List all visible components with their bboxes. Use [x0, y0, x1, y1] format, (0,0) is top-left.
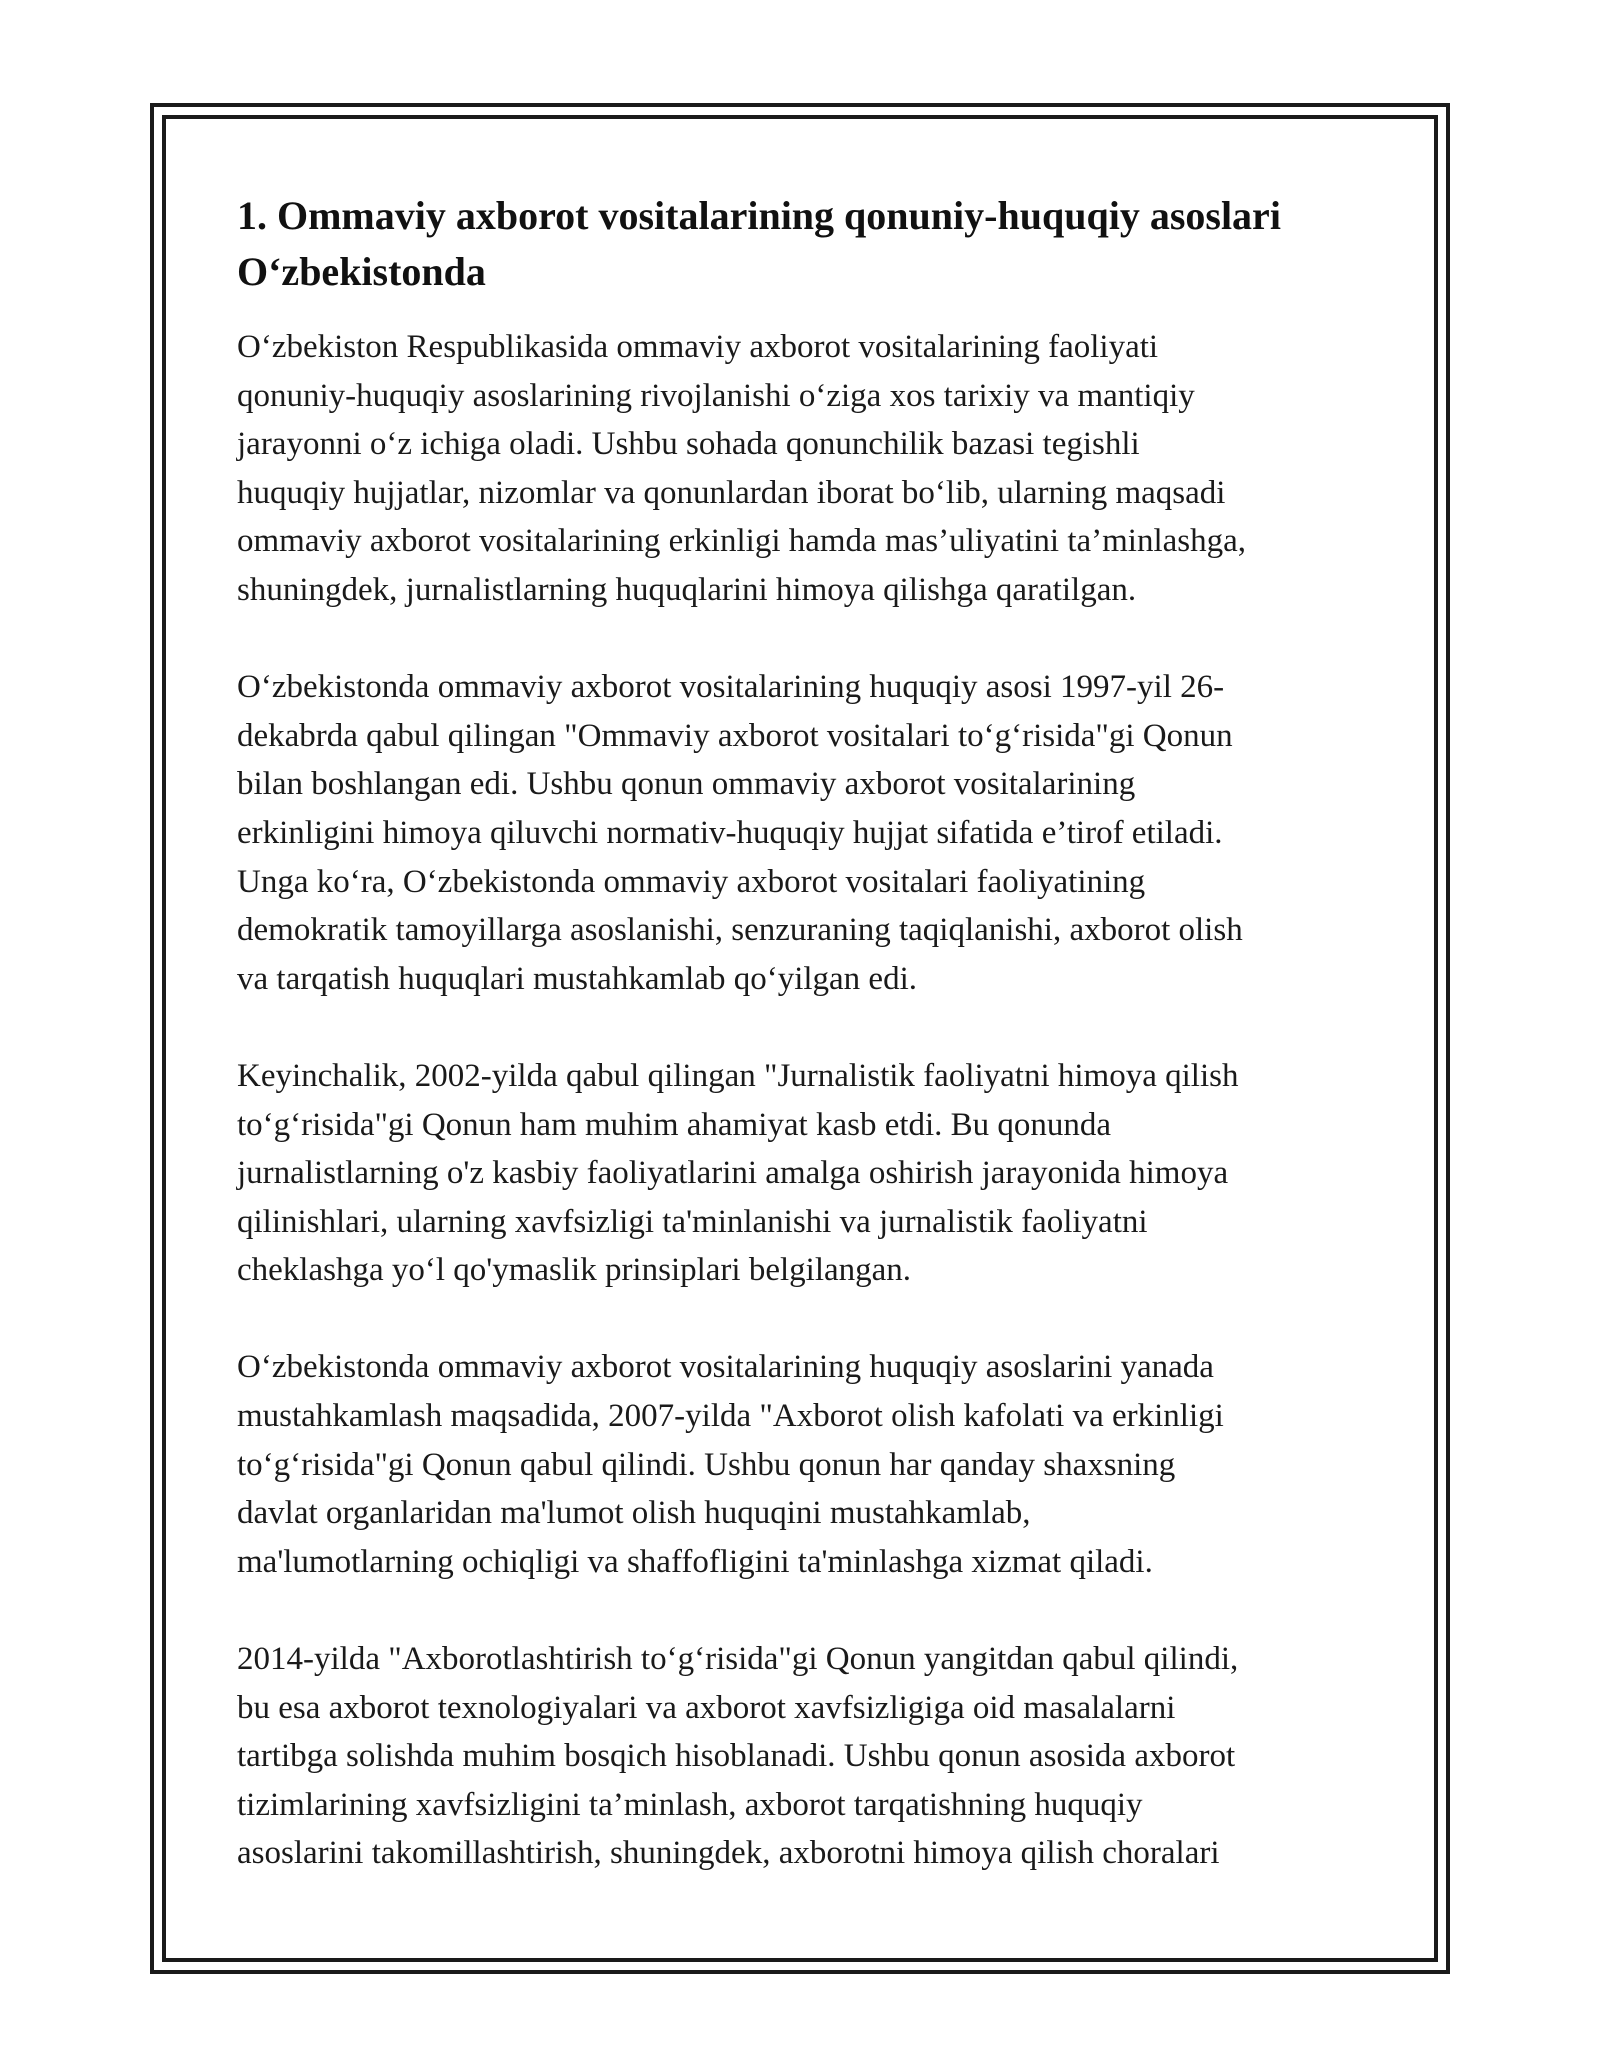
paragraph — [237, 1052, 1367, 1295]
paragraph-line: asoslarini takomillashtirish, shuningdek, axborotni himoya qilish choralari — [237, 1835, 1220, 1872]
paragraph — [237, 323, 1367, 615]
document-body — [237, 188, 1367, 1927]
paragraph-line: Unga ko‘ra, O‘zbekistonda ommaviy axborot vositalari faoliyatining — [237, 863, 1146, 900]
paragraph-line: shuningdek, jurnalistlarning huquqlarini himoya qilishga qaratilgan. — [237, 571, 1137, 608]
paragraph-line: qilinishlari, ularning xavfsizligi ta'minlanishi va jurnalistik faoliyatni — [237, 1203, 1148, 1240]
paragraph-line: ommaviy axborot vositalarining erkinligi hamda mas’uliyatini ta’minlashga, — [237, 523, 1247, 560]
paragraph-line: qonuniy-huquqiy asoslarining rivojlanishi o‘ziga xos tarixiy va mantiqiy — [237, 377, 1195, 414]
paragraph — [237, 1343, 1367, 1586]
paragraph-line: dekabrda qabul qilingan "Ommaviy axborot vositalari to‘g‘risida"gi Qonun — [237, 717, 1233, 754]
paragraph-line: va tarqatish huquqlari mustahkamlab qo‘yilgan edi. — [237, 960, 917, 997]
paragraph-line: bu esa axborot texnologiyalari va axborot xavfsizligiga oid masalalarni — [237, 1689, 1176, 1726]
paragraph-line: bilan boshlangan edi. Ushbu qonun ommaviy axborot vositalarining — [237, 766, 1136, 803]
paragraph-line: jarayonni o‘z ichiga oladi. Ushbu sohada qonunchilik bazasi tegishli — [237, 426, 1140, 463]
paragraph-line: ma'lumotlarning ochiqligi va shaffofligini ta'minlashga xizmat qiladi. — [237, 1543, 1153, 1580]
paragraph-line: 2014-yilda "Axborotlashtirish to‘g‘risida"gi Qonun yangitdan qabul qilindi, — [237, 1641, 1239, 1678]
section-heading: 1. Ommaviy axborot vositalarining qonuniy-huquqiy asoslari O‘zbekistonda — [237, 193, 1281, 294]
paragraph-line: demokratik tamoyillarga asoslanishi, senzuraning taqiqlanishi, axborot olish — [237, 912, 1243, 949]
paragraph-line: jurnalistlarning o'z kasbiy faoliyatlarini amalga oshirish jarayonida himoya — [237, 1155, 1229, 1192]
paragraph-line: erkinligini himoya qiluvchi normativ-huquqiy hujjat sifatida e’tirof etiladi. — [237, 814, 1223, 851]
paragraph-line: tartibga solishda muhim bosqich hisoblanadi. Ushbu qonun asosida axborot — [237, 1738, 1236, 1775]
paragraph-line: cheklashga yo‘l qo'ymaslik prinsiplari belgilangan. — [237, 1252, 912, 1289]
paragraph-line: O‘zbekistonda ommaviy axborot vositalarining huquqiy asosi 1997-yil 26- — [237, 669, 1225, 706]
paragraph — [237, 1635, 1367, 1878]
paragraph-line: tizimlarining xavfsizligini ta’minlash, axborot tarqatishning huquqiy — [237, 1786, 1143, 1823]
paragraph-line: huquqiy hujjatlar, nizomlar va qonunlardan iborat bo‘lib, ularning maqsadi — [237, 474, 1226, 511]
paragraph-line: O‘zbekistonda ommaviy axborot vositalarining huquqiy asoslarini yanada — [237, 1349, 1214, 1386]
paragraph-line: O‘zbekiston Respublikasida ommaviy axborot vositalarining faoliyati — [237, 329, 1159, 365]
paragraph-line: mustahkamlash maqsadida, 2007-yilda "Axborot olish kafolati va erkinligi — [237, 1398, 1224, 1435]
paragraph-list — [237, 323, 1367, 1878]
paragraph-line: Keyinchalik, 2002-yilda qabul qilingan "Jurnalistik faoliyatni himoya qilish — [237, 1057, 1239, 1094]
paragraph-line: to‘g‘risida"gi Qonun qabul qilindi. Ushbu qonun har qanday shaxsning — [237, 1446, 1176, 1483]
paragraph-line: to‘g‘risida"gi Qonun ham muhim ahamiyat kasb etdi. Bu qonunda — [237, 1106, 1112, 1143]
paragraph-line: davlat organlaridan ma'lumot olish huquqini mustahkamlab, — [237, 1495, 1031, 1532]
paragraph — [237, 663, 1367, 1003]
